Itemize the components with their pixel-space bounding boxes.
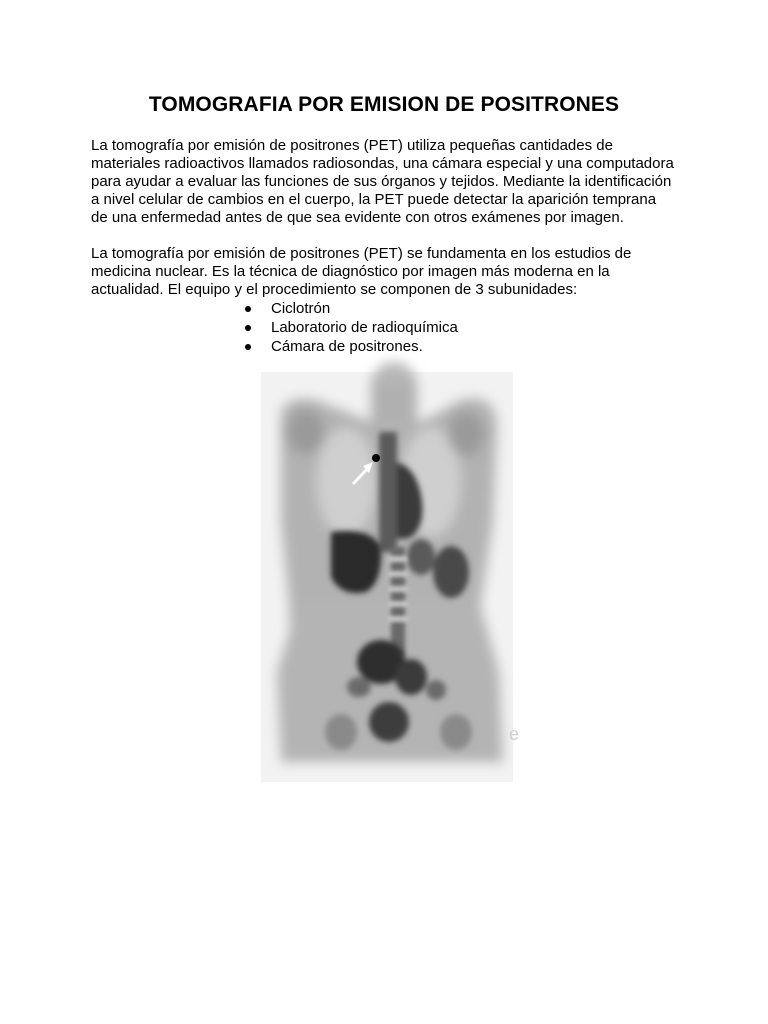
watermark-fragment: e	[509, 724, 520, 744]
list-item	[244, 337, 458, 356]
paragraph-intro	[91, 137, 691, 227]
bullet-icon	[245, 325, 251, 331]
list-item-text: Laboratorio de radioquímica	[271, 319, 458, 336]
paragraph-line: materiales radioactivos llamados radiosondas, una cámara especial y una computadora	[91, 155, 674, 172]
liver	[331, 531, 381, 593]
document-title: TOMOGRAFIA POR EMISION DE POSITRONES	[148, 93, 620, 116]
list-item	[244, 299, 458, 318]
paragraph-line: La tomografía por emisión de positrones (PET) utiliza pequeñas cantidades de	[91, 137, 613, 154]
bullet-icon	[245, 344, 251, 350]
list-item	[244, 318, 458, 337]
paragraph-line: medicina nuclear. Es la técnica de diagnóstico por imagen más moderna en la	[91, 263, 610, 280]
lesion-dot	[372, 454, 380, 462]
paragraph-line: La tomografía por emisión de positrones (PET) se fundamenta en los estudios de	[91, 245, 632, 262]
paragraph-line: actualidad. El equipo y el procedimiento se componen de 3 subunidades:	[91, 281, 578, 298]
pet-scan-image	[261, 372, 520, 782]
paragraph-line: de una enfermedad antes de que sea evidente con otros exámenes por imagen.	[91, 209, 624, 226]
paragraph-fundamentals	[91, 245, 691, 299]
list-item-text: Cámara de positrones.	[271, 338, 423, 355]
bullet-icon	[245, 306, 251, 312]
paragraph-line: a nivel celular de cambios en el cuerpo, la PET puede detectar la aparición temprana	[91, 191, 657, 208]
spine	[389, 547, 407, 657]
list-item-text: Ciclotrón	[271, 300, 331, 317]
paragraph-line: para ayudar a evaluar las funciones de sus órganos y tejidos. Mediante la identificación	[91, 173, 672, 190]
subunits-list	[244, 299, 458, 356]
